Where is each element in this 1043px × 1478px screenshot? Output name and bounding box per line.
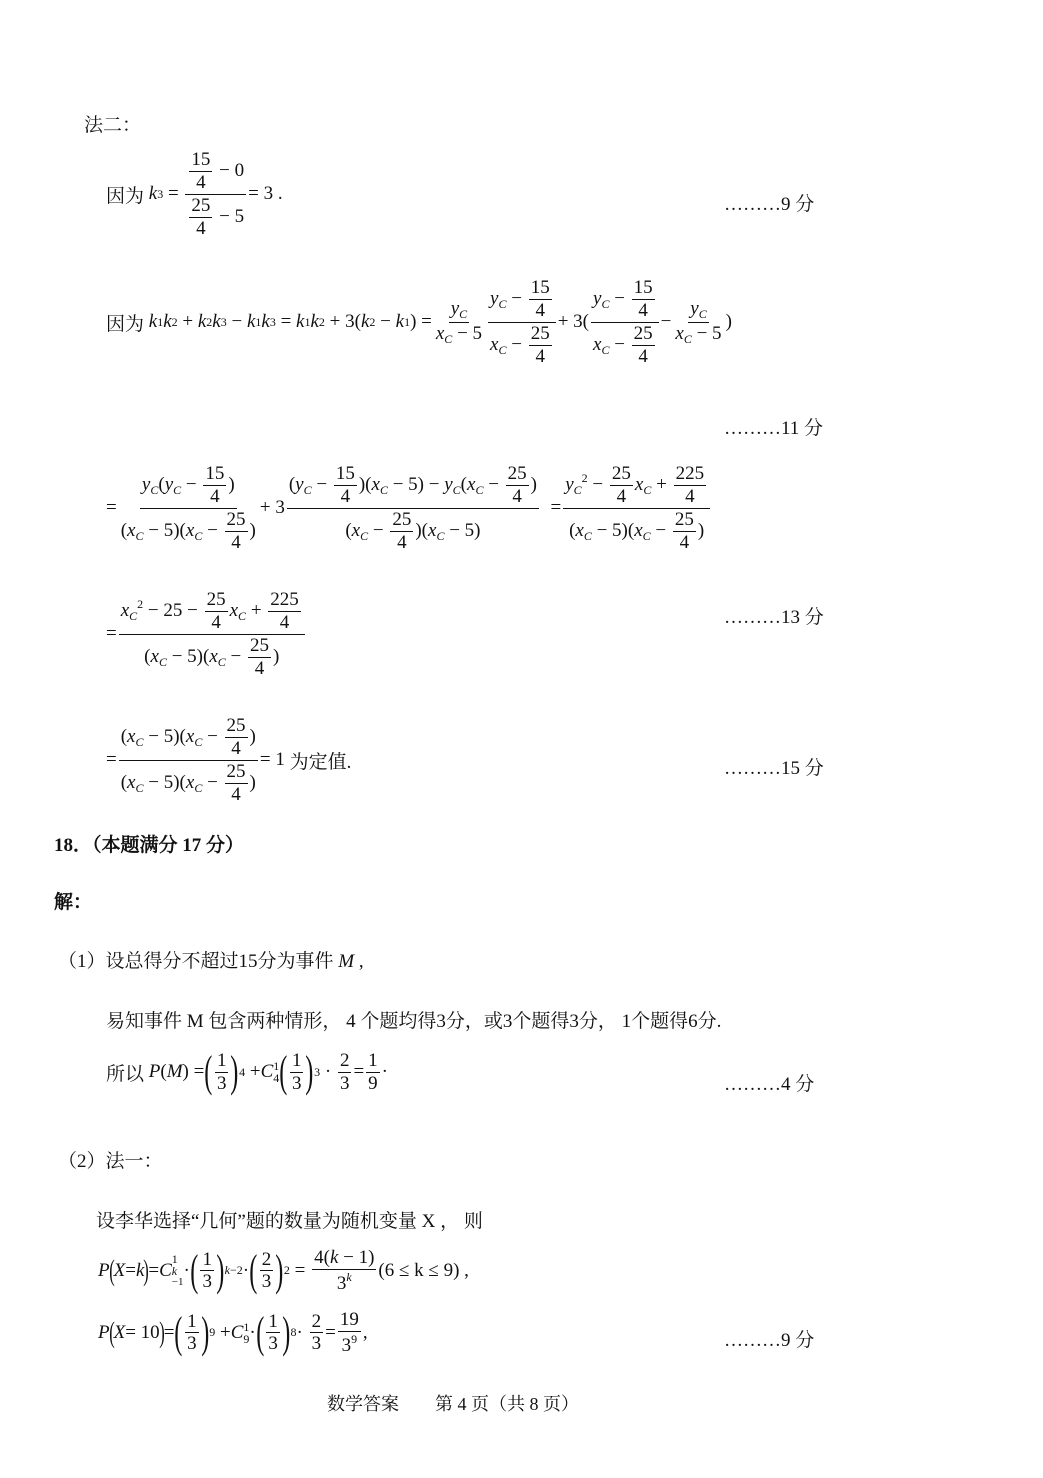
- equation-final: = $(x_C - 5)(x_C$ − $\frac{25}{4}$ ) $(x_C - 5)(x_C$ − $\frac{25}{4}$ ) = 1 为定值.: [106, 715, 352, 805]
- equation-k-product: 因为 k 1 k 2 + k 2 k 3 − k 1 k 3 = k 1 k 2 + 3( k 2 − k 1 ) = $\frac{y_C}{x_C - 5}$ $y_C$ − $\frac{15}{4}$ $x_C$ − $\frac{25}{4}$ + 3( $y_C$ − $\frac{15}{4}$ $x_C$ − $\frac{25}{4}$ − $\frac{y_C}{x_C - 5}$ ): [106, 277, 732, 367]
- k3-result: = 3 .: [248, 183, 283, 205]
- score-marker: ………9 分: [724, 194, 815, 215]
- equation-combined: = $y_C(y_C$ − $\frac{15}{4}$ ) $(x_C - 5)(x_C$ − $\frac{25}{4}$ ) + 3 ($y_C$ − $\frac{15}{4}$ )$(x_C - 5) - y_C(x_C$ − $\frac{25}{4}$ ) ($x_C$ − $\frac{25}{4}$ )$(x_C - 5)$ = $y_C^2$ − $\frac{25}{4}$ $x_C$ + $\frac{225}{4}$ $(x_C - 5)(x_C$ − $\frac{25}{4}$ ): [106, 464, 712, 553]
- so-text: 所以: [106, 1063, 145, 1085]
- because-text: 因为: [106, 313, 145, 335]
- part2-line1: 设李华选择“几何”题的数量为随机变量 X ， 则: [96, 1211, 483, 1232]
- method-label: 法二：: [84, 115, 142, 136]
- equation-px-k: P ( X = k ) = C 1 k −1 · ( $\frac{1}{3}$ ) k−2 · ( $\frac{2}{3}$ ) 2 = $\frac{4(k - 1)}{3^k}$ (6 ≤ k ≤ 9) ,: [98, 1245, 469, 1295]
- constant-text: 为定值.: [289, 751, 352, 773]
- question-header: 18．（本题满分 17 分）: [54, 835, 245, 856]
- score-marker: ………9 分: [724, 1330, 815, 1351]
- range-text: (6 ≤ k ≤ 9) ,: [378, 1259, 469, 1281]
- solution-label: 解：: [54, 892, 93, 913]
- equation-xc: = $x_C^2 - 25$ − $\frac{25}{4}$ $x_C$ + $\frac{225}{4}$ $(x_C - 5)(x_C$ − $\frac{25}{4}$ ): [106, 590, 307, 679]
- event-symbol: M: [338, 951, 355, 972]
- score-marker: ………4 分: [724, 1074, 815, 1095]
- part2-label: （2）法一：: [58, 1151, 163, 1172]
- score-marker: ………15 分: [724, 758, 824, 779]
- score-marker: ………11 分: [724, 418, 824, 439]
- because-text: 因为: [106, 185, 145, 207]
- equation-px-10: P ( X = 10 ) = ( $\frac{1}{3}$ ) 9 + C 1 9 · ( $\frac{1}{3}$ ) 8 · $\frac{2}{3}$ = $\frac{19}{3^9}$ ,: [98, 1307, 368, 1357]
- part1-text: 设总得分不超过15分为事件: [105, 951, 334, 972]
- page-footer: 数学答案 第 4 页（共 8 页）: [327, 1394, 579, 1414]
- equation-k3: 因为 k 3 = $\frac{15}{4}$ − 0 $\frac{25}{4}$ − 5 = 3 .: [106, 149, 283, 239]
- equation-pm: 所以 P ( M ) = ( $\frac{1}{3}$ ) 4 + C 1 4 ( $\frac{1}{3}$ ) 3 · $\frac{2}{3}$ = $\frac{1}{9}$ ·: [106, 1047, 388, 1096]
- k3-fraction: $\frac{15}{4}$ − 0 $\frac{25}{4}$ − 5: [185, 150, 246, 239]
- score-marker: ………13 分: [724, 607, 824, 628]
- part-label: （1）: [58, 951, 106, 972]
- part1-line: （1）设总得分不超过15分为事件 M ,: [58, 951, 364, 972]
- part1-line2: 易知事件 M 包含两种情形， 4 个题均得3分，或3个题得3分， 1个题得6分.: [106, 1011, 722, 1032]
